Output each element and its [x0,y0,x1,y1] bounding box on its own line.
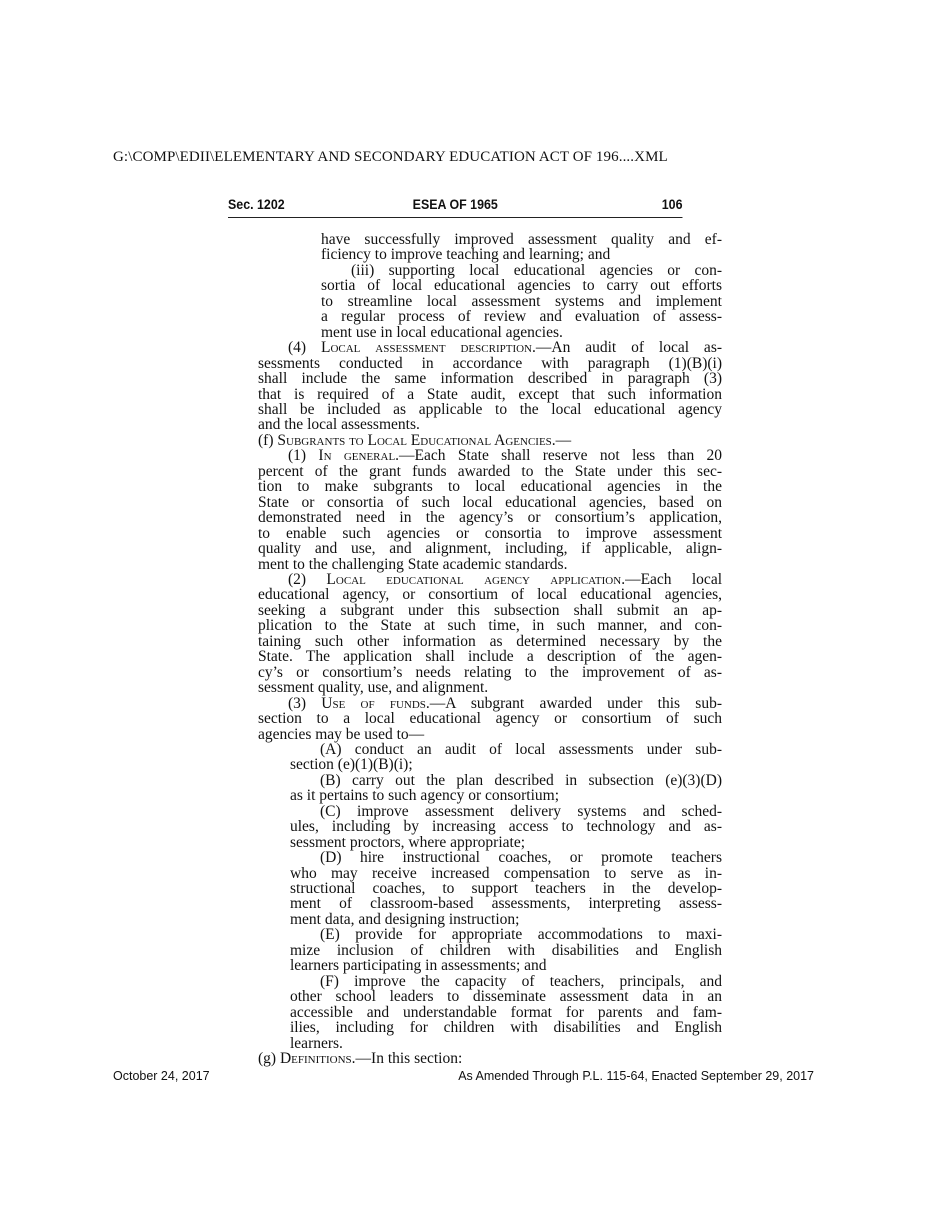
text-run: .—Each local [621,570,722,588]
paragraph-heading: Use of funds [321,694,426,712]
text-line: accessible and understandable format for parents and fam- [290,1003,722,1021]
text-line: agencies may be used to— [258,725,425,743]
text-line: ment to the challenging State academic standards. [258,555,568,573]
text-line: State. The application shall include a description of the agen- [258,648,722,666]
subsection-heading-line [258,1051,722,1066]
text-line: tion to make subgrants to local educational agencies in the [258,478,722,496]
text-line: ilies, including for children with disabilities and English [290,1019,722,1037]
text-line: sortia of local educational agencies to carry out efforts [321,277,722,295]
text-run: .—Each State shall reserve not less than 20 [395,447,723,465]
footer-amended-note: As Amended Through P.L. 115-64, Enacted September 29, 2017 [458,1069,814,1083]
text-line: mize inclusion of children with disabilities and English [290,941,722,959]
text-line: quality and use, and alignment, including, if applicable, align- [258,540,722,558]
text-run: .—In this section: [351,1050,463,1068]
running-head-page-number: 106 [661,197,683,212]
text-run: .—A subgrant awarded under this sub- [425,694,722,712]
text-line: that is required of a State audit, except that such information [258,385,722,403]
text-line: (C) improve assessment delivery systems and sched- [320,802,722,820]
text-line: plication to the State at such time, in such manner, and con- [258,617,722,635]
text-line: (iii) supporting local educational agencies or con- [351,261,722,279]
paragraph-heading-line [258,696,722,711]
statute-text [258,232,722,1066]
text-line: shall include the same information described in paragraph (3) [258,370,722,388]
text-line: a regular process of review and evaluation of assess- [321,308,722,326]
text-line: ficiency to improve teaching and learning; and [321,246,611,264]
text-line: State or consortia of such local educational agencies, based on [258,493,722,511]
text-line: ment data, and designing instruction; [290,910,520,928]
text-line: shall be included as applicable to the local educational agency [258,400,722,418]
running-head-title: ESEA OF 1965 [412,197,498,212]
paragraph-number: (4) [288,339,321,357]
text-line: cy’s or consortium’s needs relating to the improvement of as- [258,663,722,681]
text-line: and the local assessments. [258,416,420,434]
paragraph-number: (1) [288,447,319,465]
text-line: (E) provide for appropriate accommodations to maxi- [320,926,722,944]
text-run: .— [551,431,572,449]
text-line: sessment quality, use, and alignment. [258,679,489,697]
text-line: ment use in local educational agencies. [321,323,563,341]
text-line: other school leaders to disseminate assessment data in an [290,988,722,1006]
text-line: seeking a subgrant under this subsection shall submit an ap- [258,601,722,619]
text-line: section (e)(1)(B)(i); [290,756,413,774]
subsection-number: (f) [258,431,278,449]
paragraph-heading-line [258,572,722,587]
running-head [228,197,682,218]
footer-date: October 24, 2017 [113,1069,210,1083]
text-line: to streamline local assessment systems and implement [321,292,722,310]
paragraph-number: (3) [288,694,322,712]
subsection-heading: Subgrants to Local Educational Agencies [277,431,552,449]
paragraph-heading: In general [318,447,396,465]
text-line: have successfully improved assessment quality and ef- [321,231,722,248]
text-line: as it pertains to such agency or consortium; [290,787,560,805]
text-line: taining such other information as determined necessary by the [258,632,722,650]
paragraph-heading-line [258,448,722,463]
text-line: (A) conduct an audit of local assessments under sub- [320,740,722,758]
text-line: ment of classroom-based assessments, interpreting assess- [290,895,722,913]
text-line: percent of the grant funds awarded to the State under this sec- [258,462,722,480]
text-run: .—An audit of local as- [532,339,723,357]
subsection-heading: Definitions [279,1050,352,1068]
running-head-section: Sec. 1202 [228,197,285,212]
text-line: structional coaches, to support teachers in the develop- [290,880,722,898]
text-line: educational agency, or consortium of local educational agencies, [258,586,722,604]
text-line: to enable such agencies or consortia to improve assessment [258,524,722,542]
subsection-heading-line [258,433,722,448]
text-line: section to a local educational agency or consortium of such [258,710,722,728]
text-line: (B) carry out the plan described in subsection (e)(3)(D) [320,771,722,789]
file-path: G:\COMP\EDII\ELEMENTARY AND SECONDARY EDUCATION ACT OF 196....XML [113,149,668,165]
paragraph-number: (2) [288,570,327,588]
text-line: (D) hire instructional coaches, or promote teachers [320,849,722,867]
text-line: learners. [290,1034,343,1052]
text-line: demonstrated need in the agency’s or consortium’s application, [258,509,722,527]
text-line: ules, including by increasing access to technology and as- [290,818,722,836]
text-line: learners participating in assessments; and [290,957,547,975]
text-line: sessment proctors, where appropriate; [290,833,526,851]
text-line: who may receive increased compensation to serve as in- [290,864,722,882]
paragraph-heading-line [258,340,722,355]
paragraph-heading: Local assessment description [320,339,532,357]
subsection-number: (g) [258,1050,280,1068]
text-line: sessments conducted in accordance with paragraph (1)(B)(i) [258,354,722,372]
paragraph-heading: Local educational agency application [326,570,622,588]
text-line: (F) improve the capacity of teachers, principals, and [320,972,722,990]
